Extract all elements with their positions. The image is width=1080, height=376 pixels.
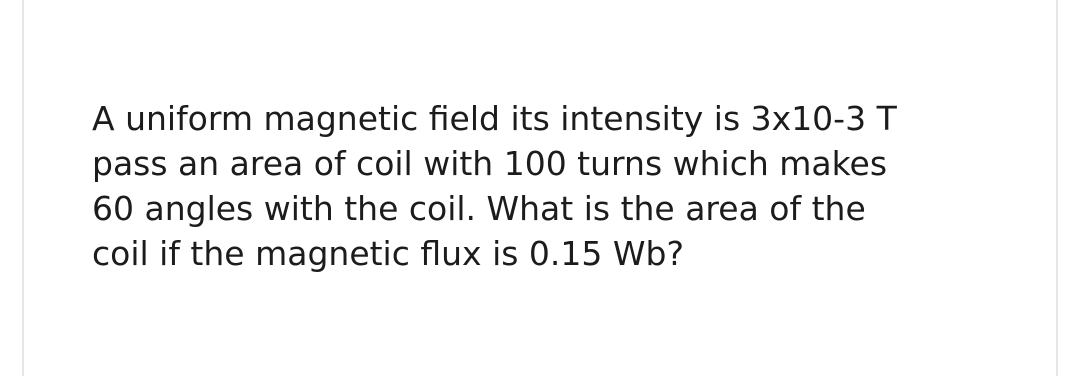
question-card <box>22 0 1058 376</box>
question-line: pass an area of coil with 100 turns which makes <box>92 144 888 183</box>
question-line: A uniform magnetic field its intensity is 3x10-3 T <box>92 99 897 138</box>
question-text <box>92 96 992 276</box>
question-line: coil if the magnetic flux is 0.15 Wb? <box>92 234 684 273</box>
question-line: 60 angles with the coil. What is the area of the <box>92 189 866 228</box>
